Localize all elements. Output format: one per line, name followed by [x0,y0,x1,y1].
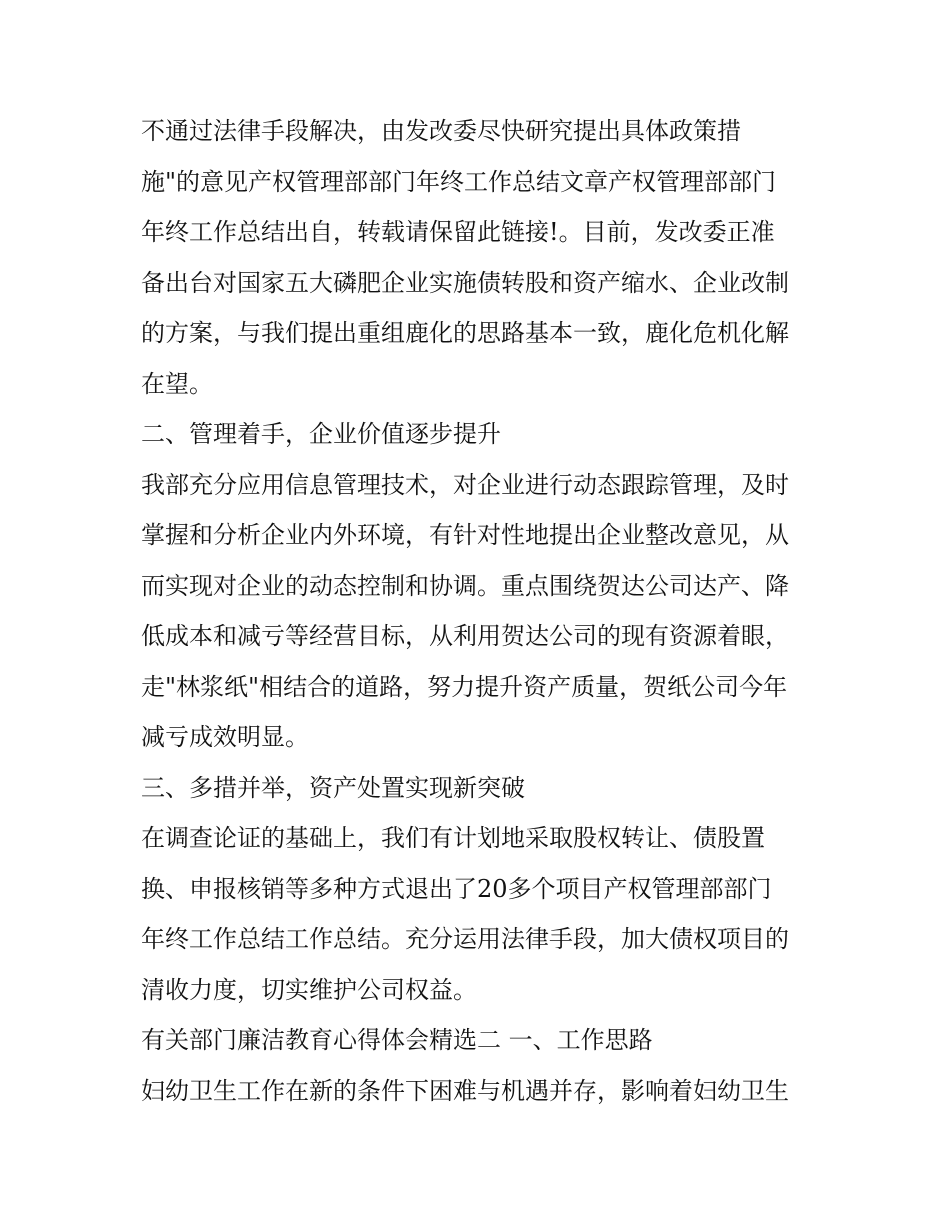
text-line: 施"的意见产权管理部部门年终工作总结文章产权管理部部门 [141,167,777,196]
text-line: 不通过法律手段解决，由发改委尽快研究提出具体政策措 [141,117,741,145]
text-line: 走"林浆纸"相结合的道路，努力提升资产质量，贺纸公司今年 [141,672,788,701]
section-heading: 二、管理着手，企业价值逐步提升 [141,420,501,448]
text-line: 的方案，与我们提出重组鹿化的思路基本一致，鹿化危机化解 [141,319,789,347]
text-line: 备出台对国家五大磷肥企业实施债转股和资产缩水、企业改制 [141,268,789,297]
text-line: 在调查论证的基础上，我们有计划地采取股权转让、债股置 [141,824,765,852]
text-line: 清收力度，切实维护公司权益。 [141,975,477,1004]
text-line: 妇幼卫生工作在新的条件下困难与机遇并存，影响着妇幼卫生 [141,1076,789,1105]
text-line: 换、申报核销等多种方式退出了20多个项目产权管理部部门 [141,874,772,903]
text-line: 我部充分应用信息管理技术，对企业进行动态跟踪管理，及时 [141,470,789,499]
text-line: 低成本和减亏等经营目标，从利用贺达公司的现有资源着眼， [141,622,789,650]
text-line: 在望。 [141,369,213,398]
section-heading: 三、多措并举，资产处置实现新突破 [141,773,525,802]
document-body [141,106,821,1116]
text-line: 年终工作总结出自，转载请保留此链接!。目前，发改委正准 [141,218,775,246]
text-line: 减亏成效明显。 [141,723,309,751]
text-line: 掌握和分析企业内外环境，有针对性地提出企业整改意见，从 [141,521,789,549]
text-line: 年终工作总结工作总结。充分运用法律手段，加大债权项目的 [141,925,789,953]
section-heading: 有关部门廉洁教育心得体会精选二 一、工作思路 [141,1026,653,1054]
text-line: 而实现对企业的动态控制和协调。重点围绕贺达公司达产、降 [141,571,789,600]
